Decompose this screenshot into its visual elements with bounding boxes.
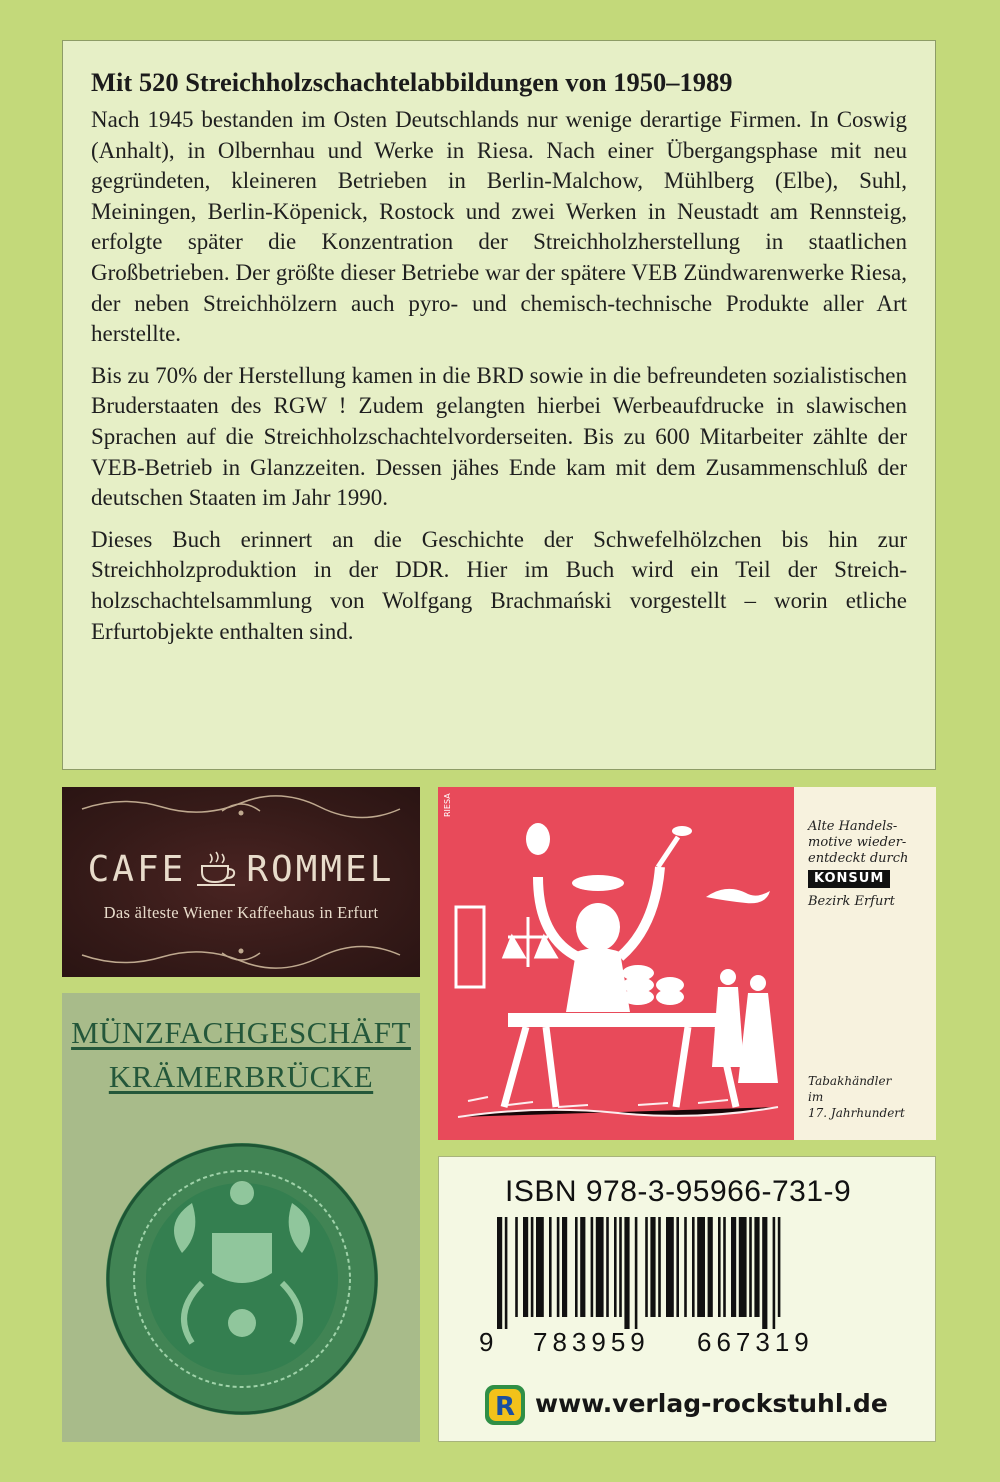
rockstuhl-logo-icon	[483, 1383, 527, 1427]
barcode-bar	[778, 1217, 781, 1317]
barcode-bar	[718, 1217, 721, 1317]
description-box	[62, 40, 936, 770]
cafe-title-left: CAFE	[87, 849, 187, 890]
barcode-bar	[591, 1217, 594, 1317]
riesa-text-panel	[796, 787, 936, 1140]
barcode-icon	[497, 1217, 877, 1329]
ornament-top-icon	[62, 793, 420, 823]
muenzfachgeschaeft-label	[62, 993, 420, 1442]
barcode-bar	[666, 1217, 674, 1317]
logo-letter: R	[494, 1392, 516, 1422]
barcode-bar	[497, 1217, 502, 1329]
barcode-bar	[645, 1217, 648, 1317]
riesa-region: Bezirk Erfurt	[808, 894, 895, 909]
riesa-line-2: motive wieder-	[808, 835, 907, 850]
konsum-badge: KONSUM	[808, 870, 890, 888]
paragraph-2: Bis zu 70% der Herstellung kamen in die BRD sowie in die befreundeten sozialistischen Bruderstaaten des RGW ! Zudem gelangten hierbei Werbeaufdrucke in slawischen Sprachen auf die Streichholzschachtelvorderseiten. Bis zu 600 Mitarbeiter zählte der VEB-Betrieb in Glanzzeiten. Dessen jähes Ende kam mit dem Zusammenschluß der deutschen Staaten im Jahr 1990.	[91, 362, 907, 511]
barcode-bar	[606, 1217, 609, 1317]
barcode-bar	[658, 1217, 661, 1317]
barcode-bar	[676, 1217, 679, 1317]
barcode-bar	[697, 1217, 705, 1317]
riesa-line-1: Alte Handels-	[808, 819, 898, 834]
publisher-url[interactable]: www.verlag-rockstuhl.de	[535, 1389, 888, 1418]
barcode-bar	[596, 1217, 604, 1317]
heading: Mit 520 Streichholzschachtelabbildungen von 1950–1989	[91, 67, 733, 97]
isbn-number: ISBN 978-3-95966-731-9	[505, 1175, 852, 1208]
barcode-bar	[580, 1217, 585, 1317]
riesa-line-3: entdeckt durch	[808, 851, 909, 866]
woodcut-illustration-icon	[438, 787, 794, 1140]
barcode-bar	[531, 1217, 534, 1317]
barcode-bar	[754, 1217, 759, 1317]
paragraph-1: Nach 1945 bestanden im Osten Deutschlands nur wenige derartige Firmen. In Coswig (Anhalt), in Olbernhau und Werke in Riesa. Nach einer Übergangsphase mit neu gegründeten, kleineren Betrieben in Berlin-Malchow, Mühlberg (Elbe), Suhl, Meiningen, Berlin-Köpenick, Rostock und zwei Werken in Neustadt am Rennsteig, erfolgte später die Konzentration der Streichholzherstellung in staatlichen Großbetrieben. Der größte dieser Betriebe war der spätere VEB Zündwarenwerke Riesa, der neben Streichhölzern auch pyro- und chemisch-technische Produkte aller Art herstellte.	[91, 107, 907, 347]
cafe-subtitle: Das älteste Wiener Kaffeehaus in Erfurt	[103, 903, 379, 922]
barcode-bar	[749, 1217, 752, 1317]
barcode-bar	[515, 1217, 518, 1317]
isbn-digits-last: 667319	[697, 1327, 814, 1357]
riesa-matchbox-label	[438, 787, 936, 1140]
barcode-bar	[708, 1217, 713, 1317]
isbn-box	[438, 1156, 936, 1442]
barcode-bar	[773, 1217, 776, 1329]
barcode-bar	[650, 1217, 655, 1317]
barcode-bar	[731, 1217, 736, 1317]
riesa-caption-2: im	[808, 1090, 824, 1104]
riesa-caption	[808, 1073, 905, 1121]
barcode-bar	[575, 1217, 578, 1317]
tobacco-merchant-woodcut	[438, 787, 794, 1140]
muenz-line-2: KRÄMERBRÜCKE	[108, 1059, 374, 1094]
coffee-cup-icon	[194, 850, 238, 890]
cafe-title-right: ROMMEL	[246, 849, 395, 890]
riesa-caption-1: Tabakhändler	[808, 1074, 892, 1088]
barcode-bar	[614, 1217, 617, 1317]
barcode-bar	[505, 1217, 508, 1329]
barcode-bar	[684, 1217, 687, 1317]
isbn-digits-middle: 783959	[533, 1327, 650, 1357]
barcode-bar	[536, 1217, 544, 1317]
barcode-bar	[762, 1217, 767, 1329]
barcode-bar	[635, 1217, 638, 1329]
riesa-caption-3: 17. Jahrhundert	[808, 1106, 905, 1120]
barcode-bar	[723, 1217, 726, 1317]
barcode-bar	[624, 1217, 629, 1329]
barcode-bar	[562, 1217, 567, 1317]
muenz-line-1: MÜNZFACHGESCHÄFT	[71, 1015, 411, 1050]
barcode-bar	[523, 1217, 528, 1317]
barcode-bar	[692, 1217, 695, 1317]
riesa-brand-mark: RIESA	[443, 793, 452, 817]
barcode-bar	[549, 1217, 552, 1317]
cafe-title	[62, 849, 420, 890]
barcode-bar	[619, 1217, 622, 1317]
isbn-digit-first: 9	[479, 1327, 494, 1357]
cafe-rommel-label	[62, 787, 420, 977]
barcode-bar	[739, 1217, 747, 1317]
coin-icon	[62, 993, 420, 1442]
barcode-bar	[557, 1217, 560, 1317]
ornament-bottom-icon	[62, 941, 420, 971]
paragraph-3: Dieses Buch erinnert an die Geschichte der Schwefelhölzchen bis hin zur Streichholzproduktion in der DDR. Hier im Buch wird ein Teil der Streichholzschachtelsammlung von Wolfgang Brachmański vorgestellt – worin etliche Erfurtobjekte enthalten sind.	[91, 526, 907, 644]
